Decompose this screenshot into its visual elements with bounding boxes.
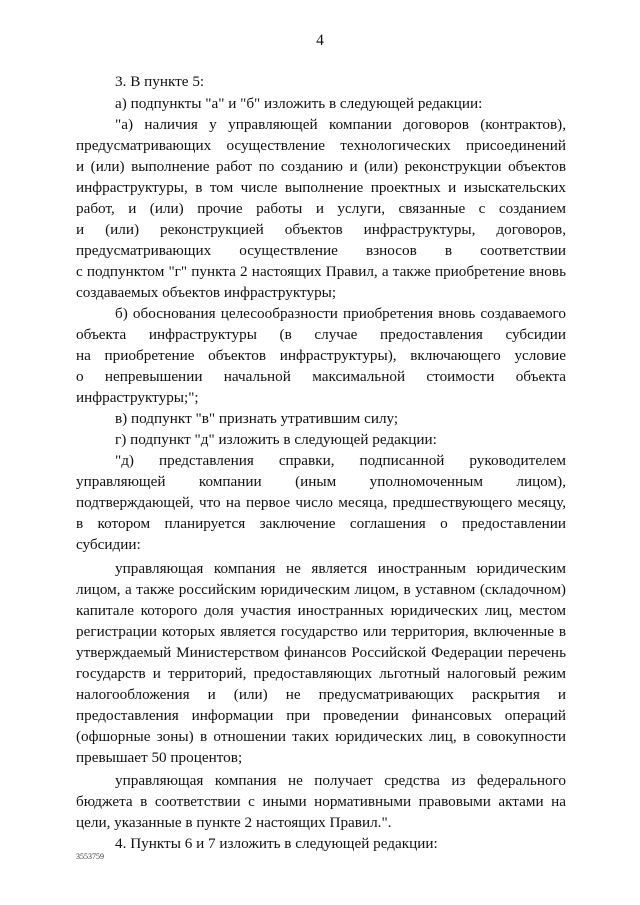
text-line: работ, и (или) прочие работы и услуги, связанные с созданием <box>76 200 566 217</box>
text-line: о непревышении начальной максимальной стоимости объекта <box>76 368 566 385</box>
text-line: в котором планируется заключение соглашения о предоставлении <box>76 515 566 532</box>
text-line: управляющей компании (иным уполномоченным лицом), <box>76 473 566 490</box>
text-line: и (или) выполнение работ по созданию и (или) реконструкции объектов <box>76 158 566 175</box>
text-line: лицом, а также российским юридическим лицом, в уставном (складочном) <box>76 581 566 598</box>
text-line: подтверждающей, что на первое число месяца, предшествующего месяцу, <box>76 494 566 511</box>
text-line: "а) наличия у управляющей компании договоров (контрактов), <box>115 116 566 133</box>
text-line: управляющая компания не является иностранным юридическим <box>115 560 566 577</box>
text-line: объекта инфраструктуры (в случае предоставления субсидии <box>76 326 566 343</box>
text-line: 3. В пункте 5: <box>115 73 205 90</box>
text-line: цели, указанные в пункте 2 настоящих Правил.". <box>76 814 392 831</box>
text-line: регистрации которых является государство или территория, включенные в <box>76 623 566 640</box>
text-line: предусматривающих осуществление технологических присоединений <box>76 137 566 154</box>
text-line: налогообложения и (или) не предусматривающих раскрытия и <box>76 686 566 703</box>
text-line: и (или) реконструкцией объектов инфраструктуры, договоров, <box>76 221 566 238</box>
text-line: инфраструктуры, в том числе выполнение проектных и изыскательских <box>76 179 566 196</box>
text-line: бюджета в соответствии с иными нормативными правовыми актами на <box>76 793 566 810</box>
text-line: с подпунктом "г" пункта 2 настоящих Правил, а также приобретение вновь <box>76 263 566 280</box>
text-line: предоставления информации при проведении финансовых операций <box>76 707 566 724</box>
text-line: (офшорные зоны) в отношении таких юридических лиц, в совокупности <box>76 728 566 745</box>
text-line: б) обоснования целесообразности приобретения вновь создаваемого <box>115 305 566 322</box>
text-line: на приобретение объектов инфраструктуры), включающего условие <box>76 347 566 364</box>
text-line: "д) представления справки, подписанной руководителем <box>115 452 566 469</box>
text-line: утверждаемый Министерством финансов Российской Федерации перечень <box>76 644 566 661</box>
text-line: создаваемых объектов инфраструктуры; <box>76 284 337 301</box>
text-line: капитале которого доля участия иностранных юридических лиц, местом <box>76 602 566 619</box>
text-line: инфраструктуры;"; <box>76 389 199 406</box>
text-line: предусматривающих осуществление взносов в соответствии <box>76 242 566 259</box>
text-line: превышает 50 процентов; <box>76 749 243 766</box>
text-line: 4. Пункты 6 и 7 изложить в следующей редакции: <box>115 835 438 852</box>
page-number: 4 <box>316 32 324 49</box>
text-line: г) подпункт "д" изложить в следующей редакции: <box>115 431 437 448</box>
text-line: субсидии: <box>76 536 141 553</box>
document-id: 3553759 <box>76 852 104 861</box>
text-line: в) подпункт "в" признать утратившим силу; <box>115 410 399 427</box>
text-line: государств и территорий, предоставляющих льготный налоговый режим <box>76 665 566 682</box>
text-line: управляющая компания не получает средства из федерального <box>115 772 566 789</box>
text-line: а) подпункты "а" и "б" изложить в следующей редакции: <box>115 95 483 112</box>
